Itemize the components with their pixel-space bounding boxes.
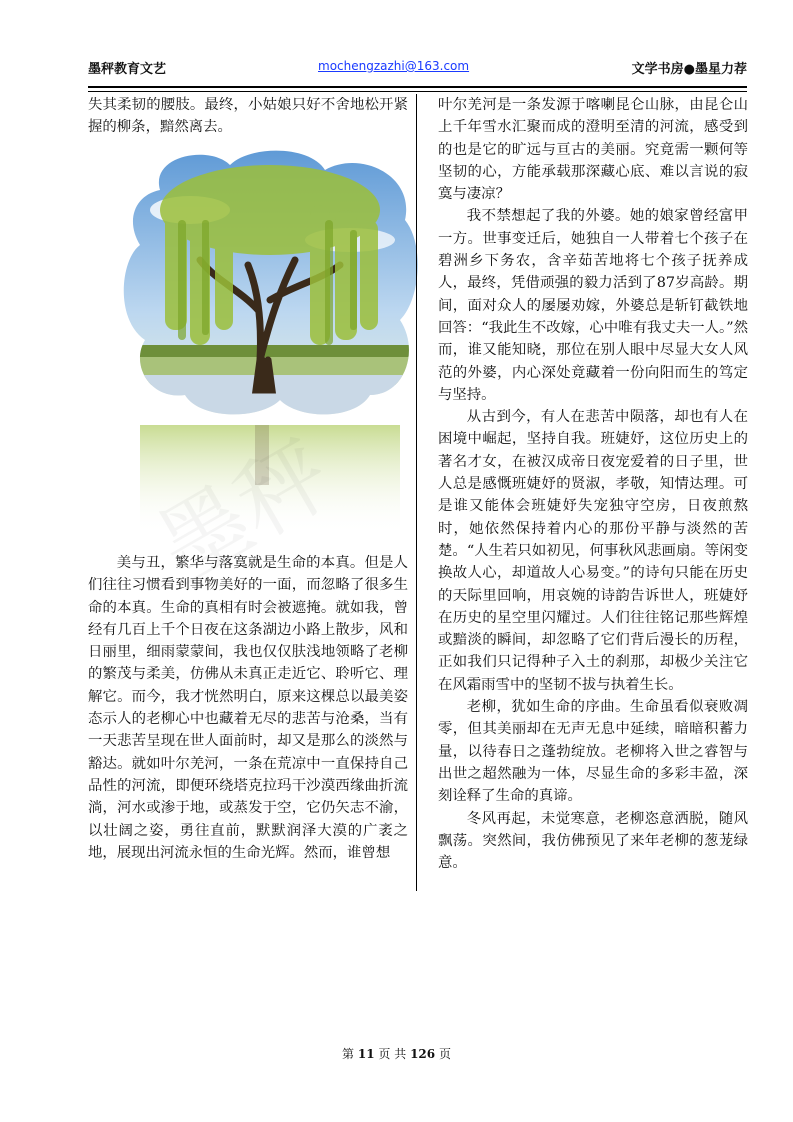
column-divider (416, 94, 417, 891)
header-rule-thick (88, 86, 747, 88)
paragraph: 从古到今，有人在悲苦中陨落，却也有人在困境中崛起，坚持自我。班婕妤，这位历史上的著名才女，在被汉成帝日夜宠爱着的日子里，世人总是感慨班婕妤的贤淑，孝敬，知情达理。可是谁又能体会班婕妤失宠独守空房，日夜煎熬时，她依然保持着内心的那份平静与淡然的苦楚。“人生若只如初见，何事秋风悲画扇。等闲变换故人心，却道故人心易变。”的诗句只能在历史的天际里回响，用哀婉的诗韵告诉世人，班婕妤在历史的星空里闪耀过。人们往往铭记那些辉煌或黯淡的瞬间，却忽略了它们背后漫长的历程，正如我们只记得种子入土的刹那，却极少关注它在风霜雨雪中的坚韧不拔与执着生长。 (438, 409, 748, 693)
column-name: 文学书房●墨星力荐 (631, 62, 747, 77)
brand-name: 墨秤教育文艺 (88, 62, 167, 77)
paragraph: 美与丑，繁华与落寞就是生命的本真。但是人们往往习惯看到事物美好的一面，而忽略了很多生命的本真。生命的真相有时会被遮掩。就如我，曾经有几百上千个日夜在这条湖边小路上散步，风和日丽里，细雨蒙蒙间，我也仅仅肤浅地领略了老柳的繁茂与柔美，仿佛从未真正走近它、聆听它、理解它。而今，我才恍然明白，原来这棵总以最美姿态示人的老柳心中也藏着无尽的悲苦与沧桑，当有一天悲苦呈现在世人面前时，却又是那么的淡然与豁达。就如叶尔羌河，一条在荒凉中一直保持自己品性的河流，即便环绕塔克拉玛干沙漠西缘曲折流淌，河水或渗于地，或蒸发于空，它仍矢志不渝，以壮阔之姿，勇往直前，默默润泽大漠的广袤之地，展现出河流永恒的生命光辉。然而，谁曾想 (88, 555, 408, 861)
paragraph: 冬风再起，未觉寒意，老柳恣意洒脱，随风飘荡。突然间，我仿佛预见了来年老柳的葱茏绿意。 (438, 810, 748, 872)
footer-suffix: 页 (438, 1047, 451, 1061)
header-rule-thin (88, 91, 747, 92)
left-column-top (88, 94, 408, 139)
paragraph: 我不禁想起了我的外婆。她的娘家曾经富甲一方。世事变迁后，她独自一人带着七个孩子在碧洲乡下务农，含辛茹苦地将七个孩子抚养成人，最终，凭借顽强的毅力活到了87岁高龄。期间，面对众人的屡屡劝嫁，外婆总是斩钉截铁地回答：“我此生不改嫁，心中唯有我丈夫一人。”然而，谁又能知晓，那位在别人眼中尽显大女人风范的外婆，内心深处竟藏着一份向阳而生的笃定与坚持。 (438, 208, 748, 403)
page-header (88, 58, 747, 80)
paragraph-continued: 失其柔韧的腰肢。最终，小姑娘只好不舍地松开紧握的柳条，黯然离去。 (88, 97, 408, 136)
paragraph: 老柳，犹如生命的序曲。生命虽看似衰败凋零，但其美丽却在无声无息中延续，暗暗积蓄力量，以待春日之蓬勃绽放。老柳将入世之睿智与出世之超然融为一体，尽显生命的多彩丰盈，深刻诠释了生命的真谛。 (438, 699, 748, 805)
footer-middle: 页 共 (378, 1047, 407, 1061)
contact-email-link[interactable]: mochengzazhi@163.com (318, 59, 470, 73)
total-pages: 126 (410, 1047, 436, 1061)
page-number: 11 (357, 1047, 375, 1061)
willow-tree-image (120, 150, 420, 540)
page-footer (0, 1045, 793, 1062)
footer-prefix: 第 (342, 1047, 355, 1061)
right-column (438, 94, 748, 874)
left-column-main (88, 552, 408, 864)
paragraph: 叶尔羌河是一条发源于喀喇昆仑山脉，由昆仑山上千年雪水汇聚而成的澄明至清的河流，感受到的也是它的旷远与亘古的美丽。究竟需一颗何等坚韧的心，方能承载那深藏心底、难以言说的寂寞与凄凉？ (438, 97, 748, 203)
